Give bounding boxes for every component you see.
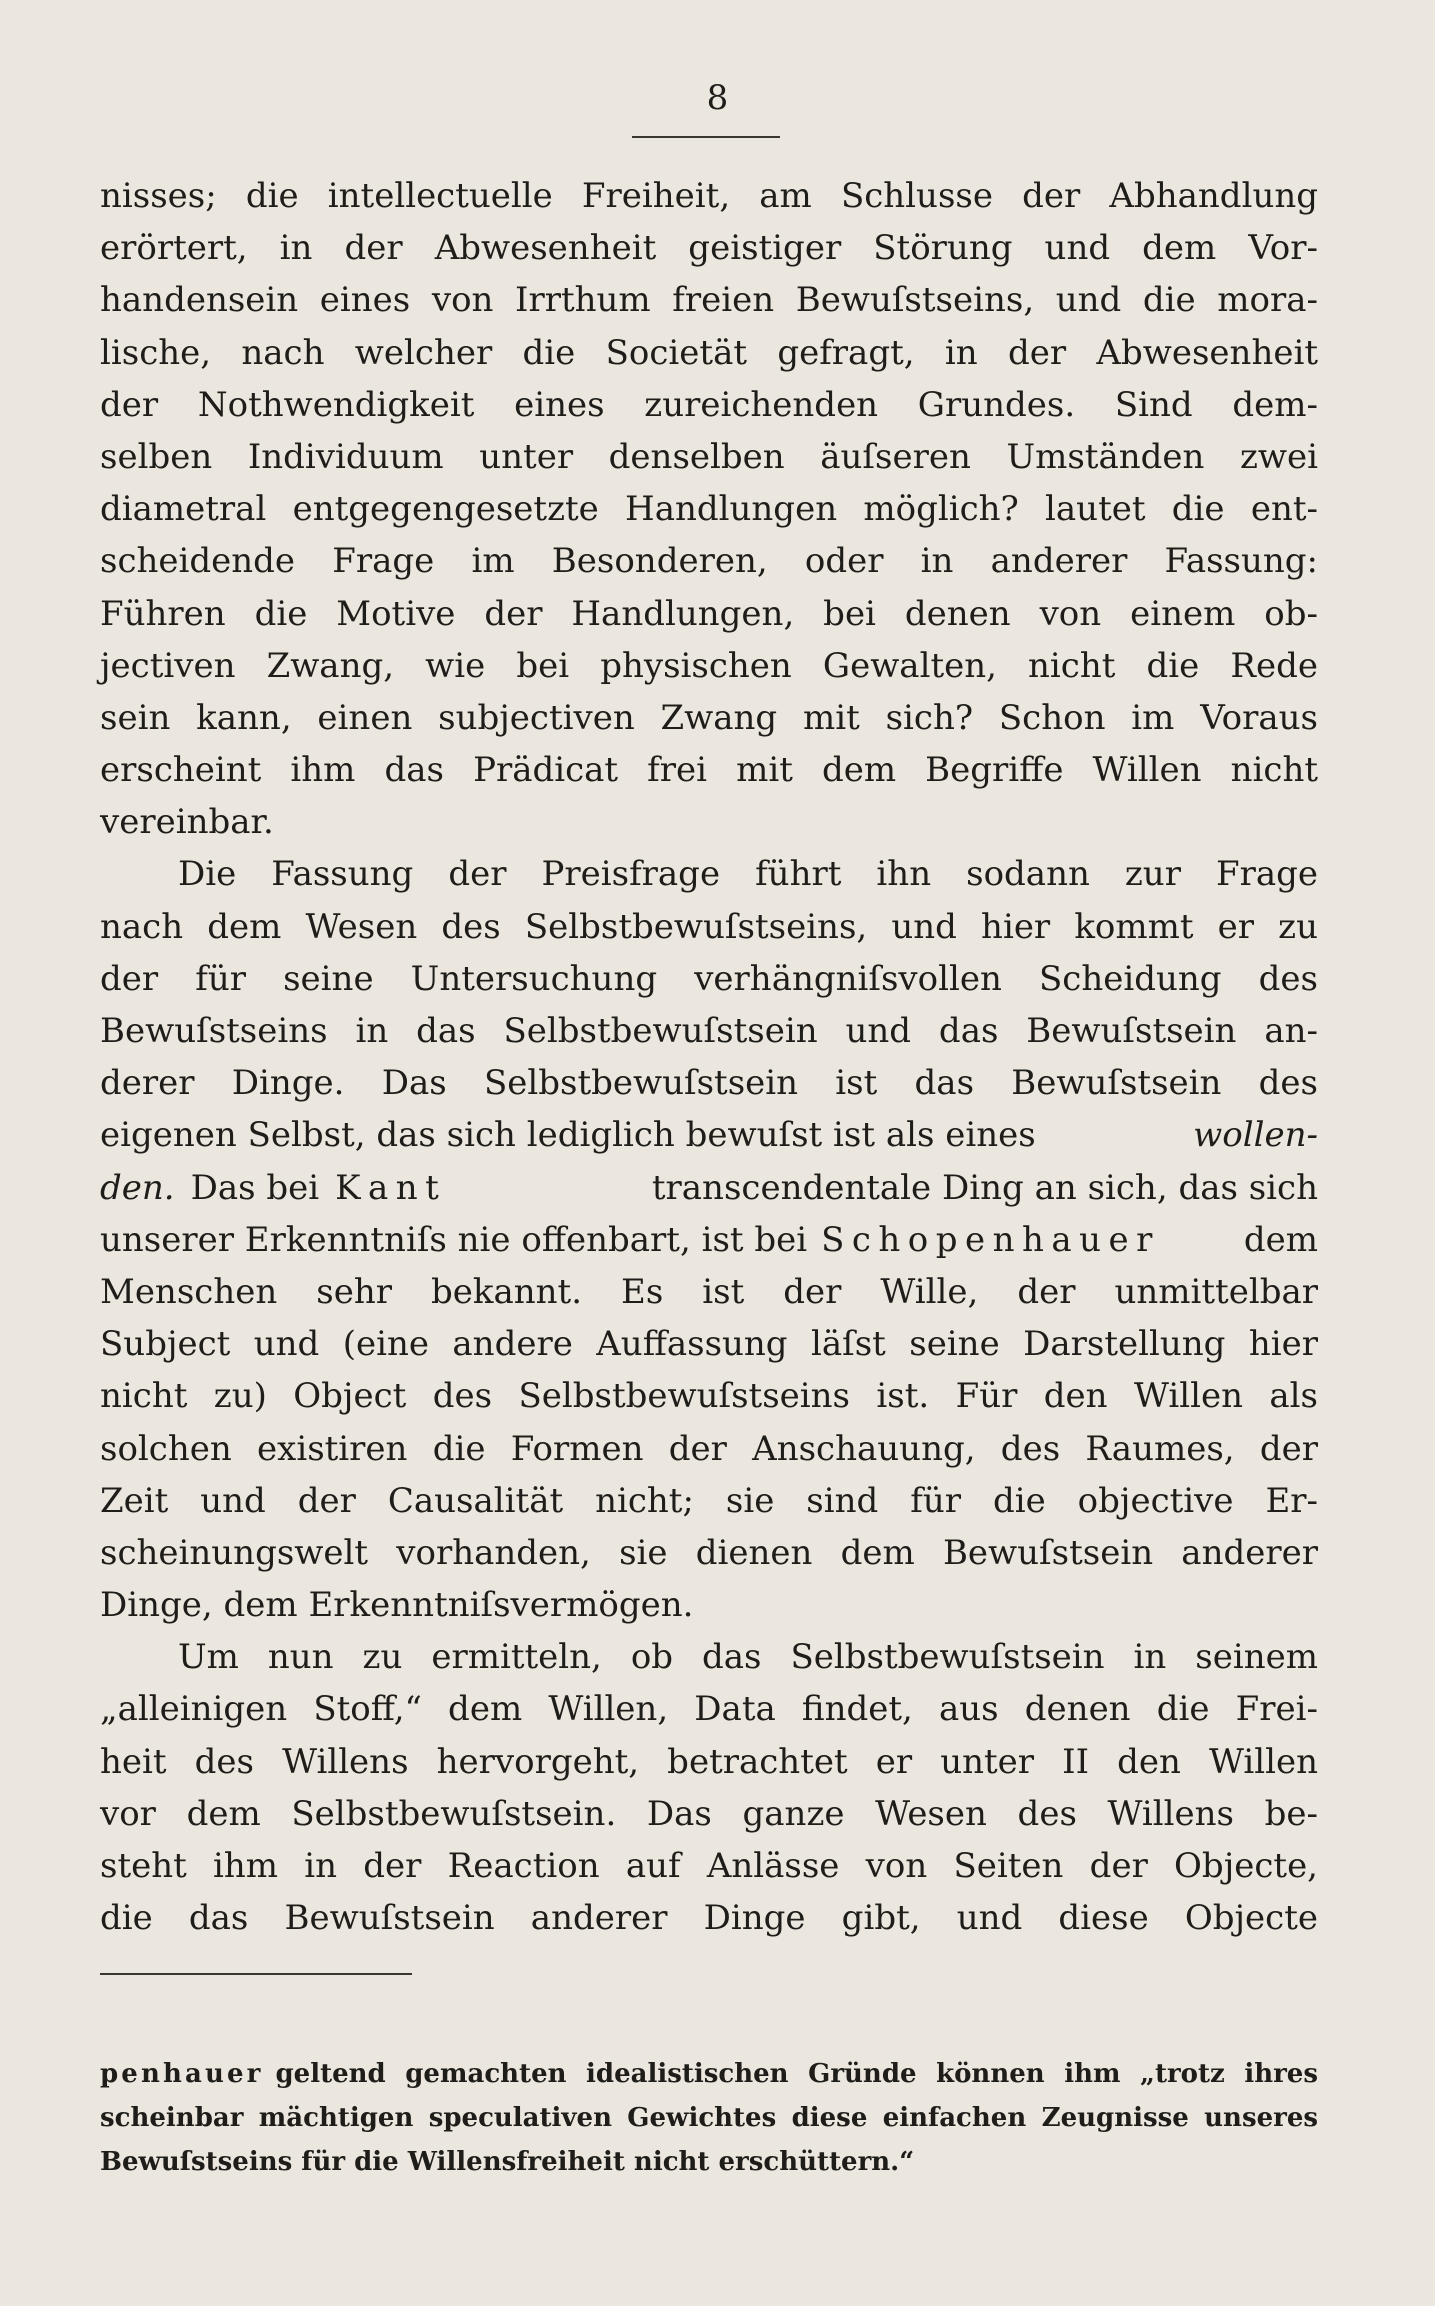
emphasis-text: wollen- <box>1193 1115 1318 1156</box>
text-line <box>100 1892 1318 1944</box>
text-line <box>100 1214 1318 1266</box>
footnote-text: geltend gemachten idealistischen Gründe können ihm „trotz ihres <box>275 2059 1318 2089</box>
line-text: transcendentale Ding an sich, das sich <box>651 1167 1318 1208</box>
line-text: „alleinigen Stoff,“ dem Willen, Data findet, aus denen die Frei- <box>100 1689 1318 1730</box>
footnote <box>100 2052 1318 2184</box>
line-text: Menschen sehr bekannt. Es ist der Wille, der unmittelbar <box>100 1271 1318 1312</box>
line-text: Dinge, dem Erkenntniſsvermögen. <box>100 1585 694 1626</box>
text-line <box>100 692 1318 744</box>
line-text: handensein eines von Irrthum freien Bewuſstseins, und die mora- <box>100 280 1318 321</box>
emphasis-text: den. <box>100 1167 175 1208</box>
text-line <box>100 222 1318 274</box>
line-text: Die Fassung der Preisfrage führt ihn sodann zur Frage <box>178 854 1318 895</box>
text-line <box>100 431 1318 483</box>
line-text: nicht zu) Object des Selbstbewuſstseins ist. Für den Willen als <box>100 1376 1318 1417</box>
text-line <box>100 1162 1318 1214</box>
footnote-spaced-name: penhauer <box>100 2059 264 2089</box>
spaced-name-schopenhauer: Schopenhauer <box>821 1219 1160 1260</box>
line-text: Zeit und der Causalität nicht; sie sind für die objective Er- <box>100 1480 1318 1521</box>
text-line <box>100 170 1318 222</box>
text-line <box>100 1683 1318 1735</box>
text-line <box>100 901 1318 953</box>
line-text: scheidende Frage im Besonderen, oder in anderer Fassung: <box>100 541 1318 582</box>
text-line <box>100 1423 1318 1475</box>
footnote-line <box>100 2096 1318 2140</box>
line-text: selben Individuum unter denselben äuſseren Umständen zwei <box>100 436 1318 477</box>
line-text: der für seine Untersuchung verhängniſsvollen Scheidung des <box>100 958 1318 999</box>
text-line <box>100 1109 1318 1161</box>
line-text: der Nothwendigkeit eines zureichenden Grundes. Sind dem- <box>100 384 1318 425</box>
line-text: unserer Erkenntniſs nie offenbart, ist bei <box>100 1219 808 1260</box>
line-text: eigenen Selbst, das sich lediglich bewuſst ist als eines <box>100 1115 1036 1156</box>
spaced-name-kant: Kant <box>335 1167 447 1208</box>
line-text: Führen die Motive der Handlungen, bei denen von einem ob- <box>100 593 1318 634</box>
page-number: 8 <box>706 78 729 118</box>
text-line <box>100 1631 1318 1683</box>
line-text: vereinbar. <box>100 802 274 843</box>
text-line <box>100 535 1318 587</box>
text-line <box>100 274 1318 326</box>
footnote-line <box>100 2140 1318 2184</box>
line-text: vor dem Selbstbewuſstsein. Das ganze Wesen des Willens be- <box>100 1793 1318 1834</box>
line-text: scheinungswelt vorhanden, sie dienen dem Bewuſstsein anderer <box>100 1532 1318 1573</box>
text-line <box>100 848 1318 900</box>
text-line <box>100 1005 1318 1057</box>
line-text: erscheint ihm das Prädicat frei mit dem Begriffe Willen nicht <box>100 750 1318 791</box>
text-line <box>100 1318 1318 1370</box>
line-text: Bewuſstseins in das Selbstbewuſstsein und das Bewuſstsein an- <box>100 1011 1318 1051</box>
text-line <box>100 640 1318 692</box>
line-text: dem <box>1243 1219 1318 1260</box>
text-line <box>100 1527 1318 1579</box>
text-line <box>100 953 1318 1005</box>
footnote-rule <box>100 1973 412 1975</box>
text-line <box>100 1579 1318 1631</box>
footnote-text: Bewuſstseins für die Willensfreiheit nicht erschüttern.“ <box>100 2147 915 2177</box>
line-text: lische, nach welcher die Societät gefragt, in der Abwesenheit <box>100 332 1318 373</box>
line-text: steht ihm in der Reaction auf Anlässe von Seiten der Objecte, <box>100 1846 1318 1886</box>
footnote-line <box>100 2052 1318 2096</box>
line-text: erörtert, in der Abwesenheit geistiger Störung und dem Vor- <box>100 228 1318 269</box>
line-text: Subject und (eine andere Auffassung läſst seine Darstellung hier <box>100 1324 1318 1365</box>
text-line <box>100 1057 1318 1109</box>
line-text: jectiven Zwang, wie bei physischen Gewalten, nicht die Rede <box>100 645 1318 686</box>
text-line <box>100 1840 1318 1892</box>
line-text: nisses; die intellectuelle Freiheit, am Schlusse der Abhandlung <box>100 176 1318 216</box>
text-line <box>100 1475 1318 1527</box>
text-line <box>100 588 1318 640</box>
line-text: die das Bewuſstsein anderer Dinge gibt, und diese Objecte <box>100 1898 1318 1939</box>
line-text: solchen existiren die Formen der Anschauung, des Raumes, der <box>100 1428 1318 1469</box>
line-text: diametral entgegengesetzte Handlungen möglich? lautet die ent- <box>100 489 1318 530</box>
text-line <box>100 327 1318 379</box>
line-text: Um nun zu ermitteln, ob das Selbstbewuſstsein in seinem <box>178 1637 1318 1678</box>
text-line <box>100 796 1318 848</box>
text-line <box>100 379 1318 431</box>
text-line <box>100 744 1318 796</box>
line-text: Das bei <box>190 1167 320 1208</box>
page-number-rule <box>632 136 780 138</box>
line-text: derer Dinge. Das Selbstbewuſstsein ist das Bewuſstsein des <box>100 1063 1318 1104</box>
text-line <box>100 1788 1318 1840</box>
body-text <box>100 170 1318 1944</box>
text-line <box>100 1370 1318 1422</box>
line-text: heit des Willens hervorgeht, betrachtet er unter II den Willen <box>100 1741 1318 1782</box>
line-text: nach dem Wesen des Selbstbewuſstseins, und hier kommt er zu <box>100 906 1318 947</box>
text-line <box>100 1266 1318 1318</box>
text-line <box>100 483 1318 535</box>
footnote-text: scheinbar mächtigen speculativen Gewichtes diese einfachen Zeugnisse unseres <box>100 2103 1318 2133</box>
line-text: sein kann, einen subjectiven Zwang mit sich? Schon im Voraus <box>100 697 1318 738</box>
text-line <box>100 1736 1318 1788</box>
